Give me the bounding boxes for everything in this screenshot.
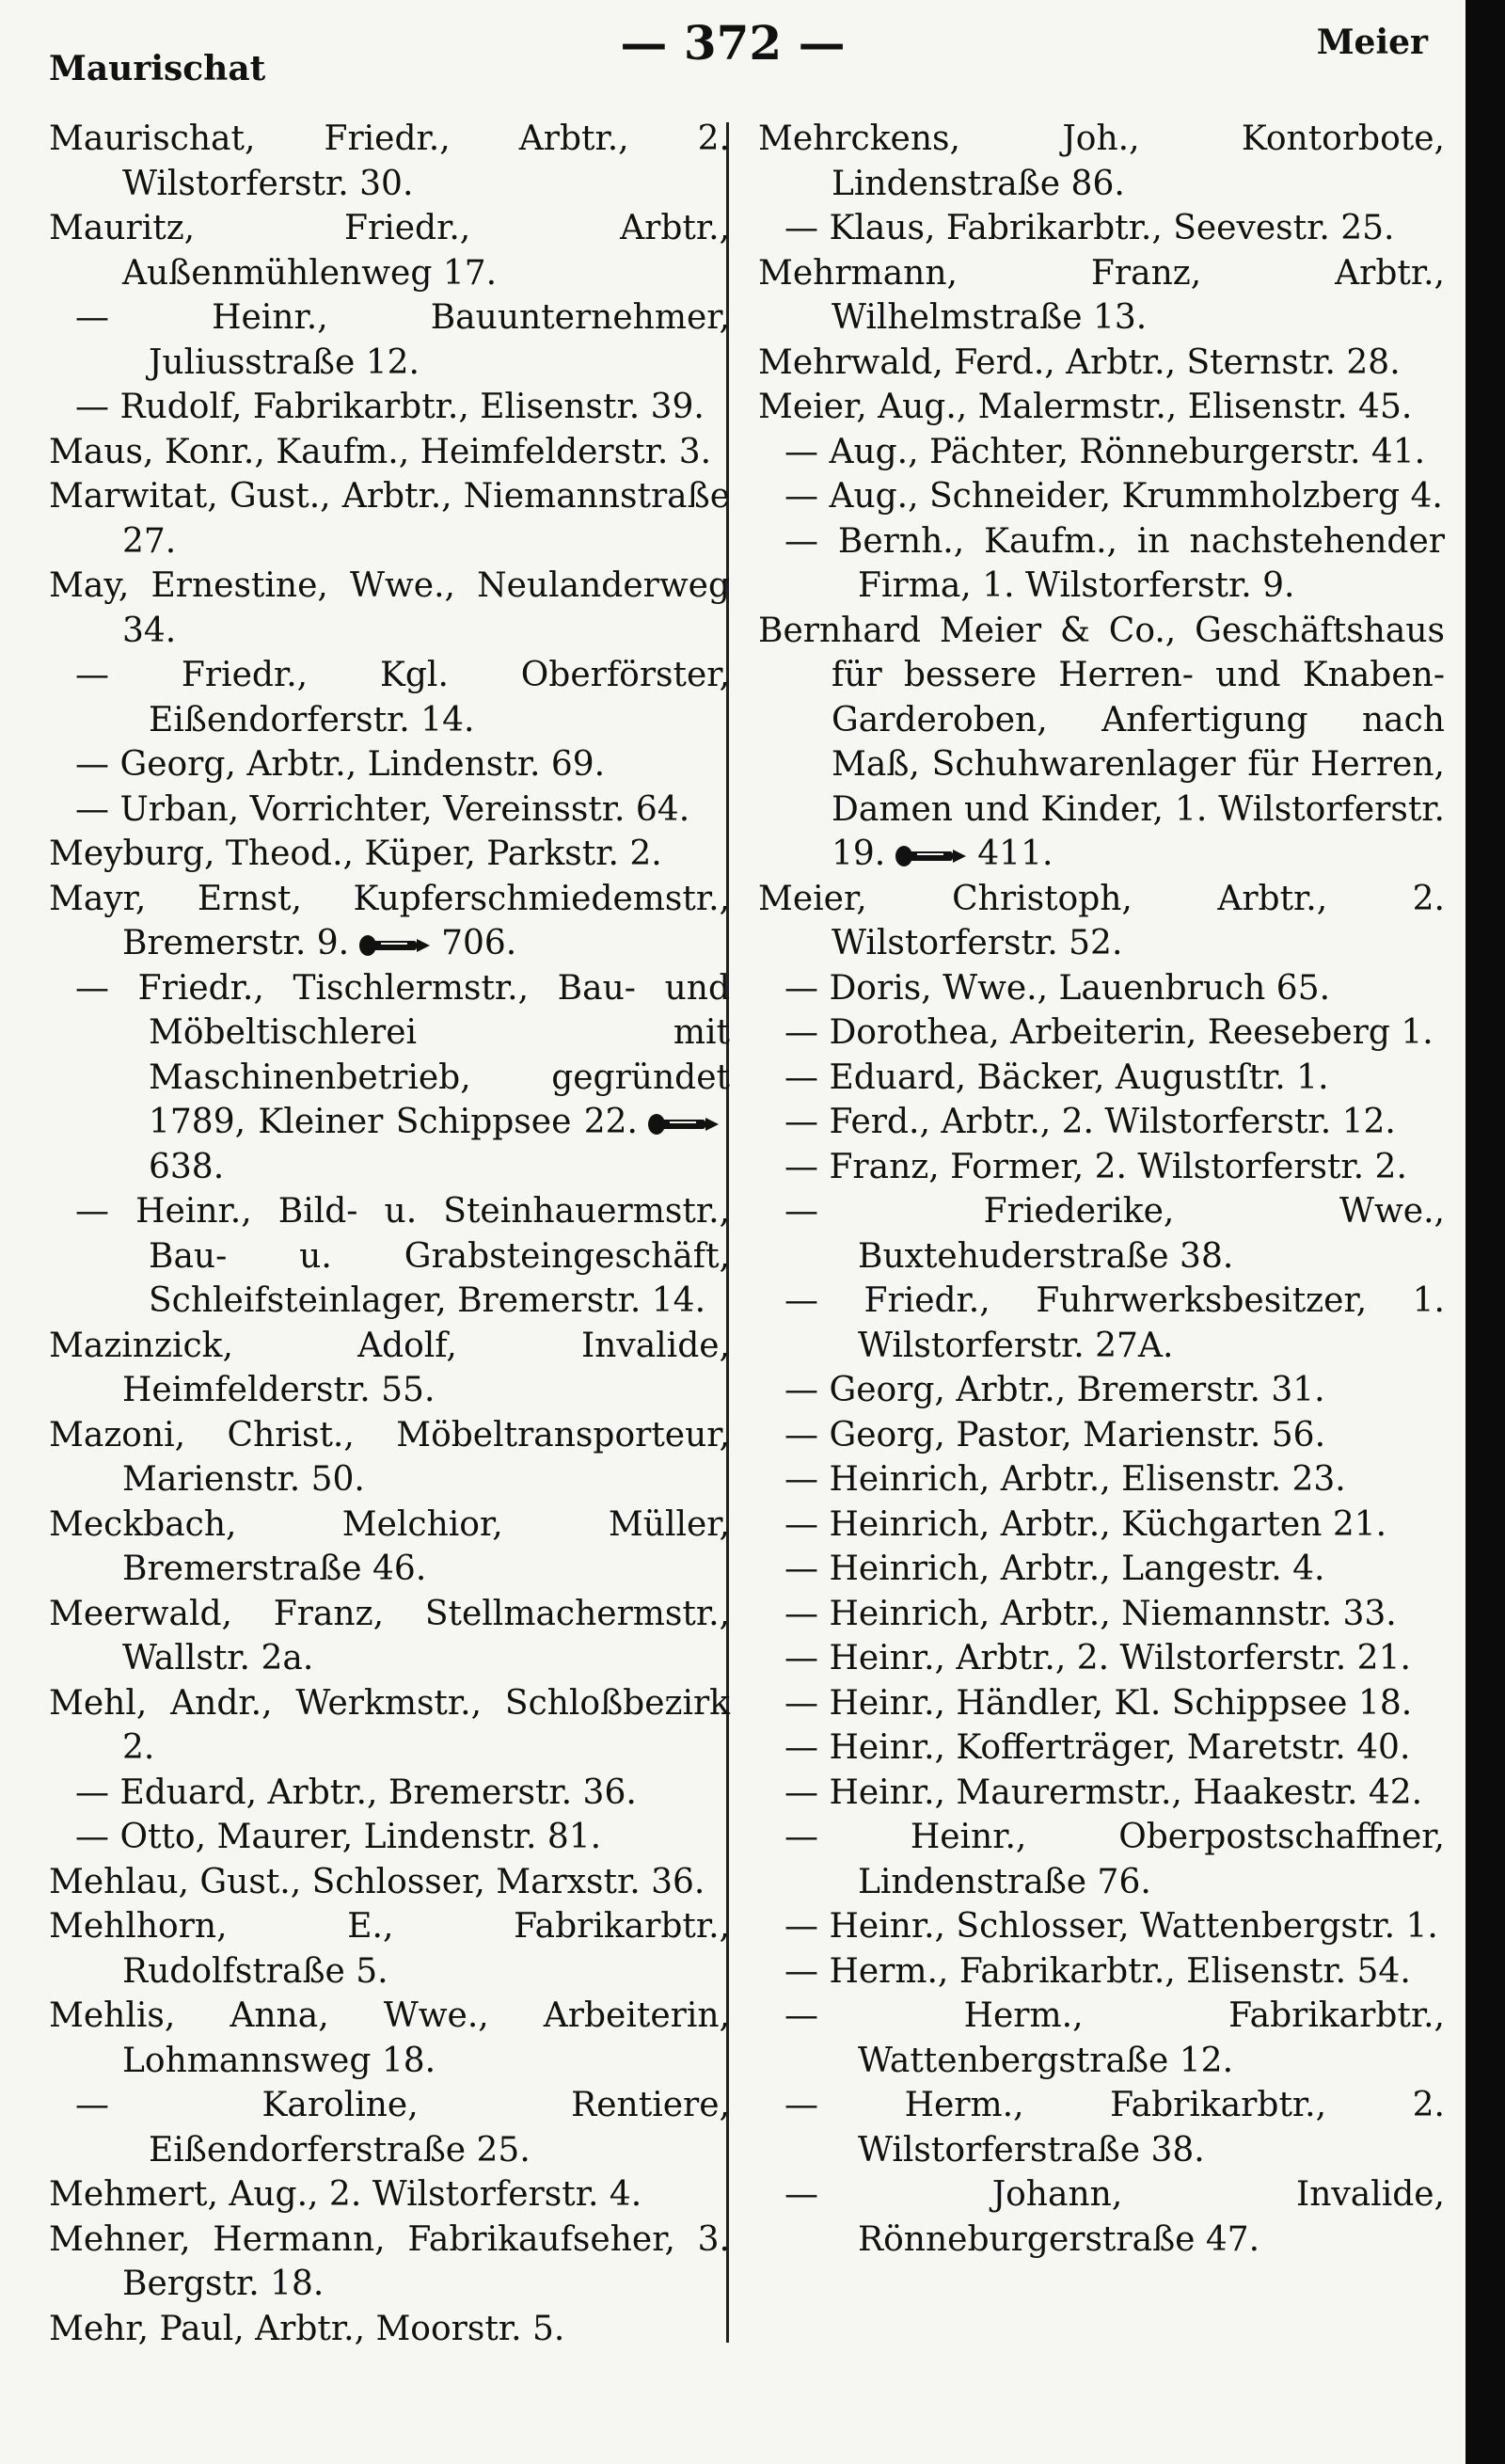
directory-entry <box>758 519 1445 609</box>
directory-entry <box>758 1904 1445 1949</box>
entry-text: Mehr, Paul, Arbtr., Moorstr. 5. <box>49 2309 565 2348</box>
directory-entry <box>758 1056 1445 1101</box>
entry-text: — Georg, Arbtr., Lindenstr. 69. <box>75 745 606 784</box>
phone-number: 706. <box>441 924 517 962</box>
directory-entry <box>49 2307 730 2352</box>
entry-text: — Heinr., Händler, Kl. Schippsee 18. <box>784 1683 1413 1723</box>
entry-text: Mehlau, Gust., Schlosser, Marxstr. 36. <box>49 1862 705 1901</box>
directory-entry <box>758 117 1445 206</box>
directory-entry <box>758 1413 1445 1458</box>
entry-text: — Heinr., Arbtr., 2. Wilstorferstr. 21. <box>784 1639 1411 1677</box>
directory-entry <box>758 251 1445 341</box>
page-header <box>0 0 1465 118</box>
running-head-right: Meier <box>1316 23 1428 62</box>
entry-text: — Heinrich, Arbtr., Niemannstr. 33. <box>784 1594 1397 1633</box>
directory-entry <box>758 1592 1445 1637</box>
directory-entry <box>758 1010 1445 1056</box>
directory-entry <box>49 1994 730 2083</box>
directory-entry <box>49 117 730 206</box>
directory-entry <box>758 1547 1445 1592</box>
right-column <box>758 117 1445 2262</box>
directory-entry <box>49 1592 730 1681</box>
telephone-icon <box>647 1112 721 1137</box>
entry-text: — Heinr., Oberpostschaffner, Lindenstraße 76. <box>784 1818 1445 1901</box>
entry-text: Mehmert, Aug., 2. Wilstorferstr. 4. <box>49 2175 642 2214</box>
entry-text: Mehner, Hermann, Fabrikaufseher, 3. Bergstr. 18. <box>49 2219 730 2303</box>
directory-entry <box>758 341 1445 386</box>
entry-text: Meyburg, Theod., Küper, Parkstr. 2. <box>49 835 662 873</box>
entry-text: — Herm., Fabrikarbtr., 2. Wilstorferstraße 38. <box>784 2086 1445 2170</box>
entry-text: Mehrwald, Ferd., Arbtr., Sternstr. 28. <box>758 342 1401 382</box>
directory-entry <box>49 295 730 385</box>
entry-text: — Bernh., Kaufm., in nachstehender Firma, 1. Wilstorferstr. 9. <box>784 521 1445 605</box>
directory-entry <box>49 1860 730 1905</box>
entry-text: — Karoline, Rentiere, Eißendorferstraße 25. <box>75 2086 730 2170</box>
directory-entry <box>49 787 730 833</box>
entry-text: — Doris, Wwe., Lauenbruch 65. <box>784 968 1331 1008</box>
directory-entry <box>49 564 730 653</box>
directory-entry <box>49 1189 730 1324</box>
entry-text: — Herm., Fabrikarbtr., Elisenstr. 54. <box>784 1951 1411 1991</box>
entry-text: — Heinr., Kofferträger, Maretstr. 40. <box>784 1728 1411 1767</box>
directory-entry <box>758 1189 1445 1279</box>
directory-entry <box>758 1994 1445 2083</box>
directory-entry <box>49 1413 730 1502</box>
directory-entry <box>758 206 1445 251</box>
entry-text: Mehrckens, Joh., Kontorbote, Lindenstraße 86. <box>758 119 1445 203</box>
directory-entry <box>758 1100 1445 1145</box>
directory-entry <box>49 474 730 564</box>
entry-text: Mayr, Ernst, Kupferschmiedemstr., Bremerstr. 9. <box>49 879 730 962</box>
entry-text: Mauritz, Friedr., Arbtr., Außenmühlenweg 17. <box>49 209 730 293</box>
directory-entry <box>49 1324 730 1413</box>
entry-text: — Friederike, Wwe., Buxtehuderstraße 38. <box>784 1192 1445 1276</box>
entry-text: — Friedr., Fuhrwerksbesitzer, 1. Wilstorferstr. 27A. <box>784 1281 1445 1365</box>
directory-entry <box>758 385 1445 430</box>
left-column <box>49 117 730 2351</box>
entry-text: Mehl, Andr., Werkmstr., Schloßbezirk 2. <box>49 1683 730 1767</box>
entry-text: — Heinr., Maurermstr., Haakestr. 42. <box>784 1772 1423 1812</box>
entry-text: Maus, Konr., Kaufm., Heimfelderstr. 3. <box>49 432 712 471</box>
entry-text: — Heinr., Bauunternehmer, Juliusstraße 12. <box>75 298 730 382</box>
entry-text: — Aug., Pächter, Rönneburgerstr. 41. <box>784 432 1426 471</box>
entry-text: — Klaus, Fabrikarbtr., Seevestr. 25. <box>784 209 1395 247</box>
entry-text: — Rudolf, Fabrikarbtr., Elisenstr. 39. <box>75 388 705 426</box>
directory-entry <box>49 653 730 742</box>
directory-entry <box>49 1904 730 1994</box>
entry-text: — Heinr., Bild- u. Steinhauermstr., Bau- u. Grabsteingeschäft, Schleifsteinlager, Bremerstr. 14. <box>75 1192 730 1320</box>
directory-entry <box>758 1949 1445 1995</box>
entry-text: — Aug., Schneider, Krummholzberg 4. <box>784 477 1443 516</box>
entry-text: — Heinr., Schlosser, Wattenbergstr. 1. <box>784 1907 1438 1946</box>
directory-entry <box>758 1815 1445 1904</box>
directory-entry <box>49 1502 730 1592</box>
entry-text: — Georg, Arbtr., Bremerstr. 31. <box>784 1371 1325 1409</box>
entry-text: Mazinzick, Adolf, Invalide, Heimfelderstr. 55. <box>49 1326 730 1409</box>
directory-entry <box>758 2083 1445 2172</box>
directory-entry <box>758 1636 1445 1681</box>
phone-number: 638. <box>149 1147 225 1186</box>
directory-entry <box>758 1145 1445 1190</box>
phone-number: 411. <box>977 835 1054 873</box>
directory-entry <box>758 966 1445 1011</box>
directory-entry <box>758 2172 1445 2262</box>
directory-entry <box>758 1457 1445 1502</box>
entry-text: — Friedr., Tischlermstr., Bau- und Möbeltischlerei mit Maschinenbetrieb, gegründet 1789, Kleiner Schippsee 22. <box>75 968 730 1141</box>
entry-text: — Ferd., Arbtr., 2. Wilstorferstr. 12. <box>784 1103 1396 1141</box>
directory-entry <box>49 1815 730 1860</box>
directory-entry <box>758 877 1445 966</box>
entry-text: Meerwald, Franz, Stellmachermstr., Wallstr. 2a. <box>49 1594 730 1677</box>
entry-text: Marwitat, Gust., Arbtr., Niemannstraße 27. <box>49 477 730 561</box>
directory-entry <box>49 877 730 966</box>
entry-text: — Eduard, Bäcker, Augustſtr. 1. <box>784 1057 1329 1097</box>
directory-entry <box>49 385 730 430</box>
entry-text: Maurischat, Friedr., Arbtr., 2. Wilstorferstr. 30. <box>49 119 730 203</box>
entry-text: Bernhard Meier & Co., Geschäftshaus für bessere Herren- und Knaben-Garderoben, Anfertigung nach Maß, Schuhwarenlager für Herren, Damen und Kinder, 1. Wilstorferstr. 19. <box>758 611 1445 873</box>
entry-text: Meier, Christoph, Arbtr., 2. Wilstorferstr. 52. <box>758 879 1445 962</box>
directory-entry <box>49 1681 730 1771</box>
entry-text: — Herm., Fabrikarbtr., Wattenbergstraße 12. <box>784 1996 1445 2080</box>
entry-text: — Friedr., Kgl. Oberförster, Eißendorferstr. 14. <box>75 656 730 739</box>
entry-text: — Johann, Invalide, Rönneburgerstraße 47. <box>784 2175 1445 2259</box>
directory-entry <box>758 1502 1445 1548</box>
directory-entry <box>49 206 730 295</box>
telephone-icon <box>895 844 968 868</box>
directory-entry <box>758 1725 1445 1771</box>
directory-entry <box>49 2083 730 2172</box>
directory-entry <box>49 1771 730 1816</box>
entry-text: — Heinrich, Arbtr., Elisenstr. 23. <box>784 1460 1346 1499</box>
directory-firm-entry <box>758 609 1445 877</box>
running-head-left: Maurischat <box>49 49 266 88</box>
directory-entry <box>758 430 1445 475</box>
directory-entry <box>49 2172 730 2218</box>
directory-entry <box>49 742 730 787</box>
entry-text: May, Ernestine, Wwe., Neulanderweg 34. <box>49 566 730 650</box>
entry-text: — Urban, Vorrichter, Vereinsstr. 64. <box>75 789 690 829</box>
directory-entry <box>758 1681 1445 1726</box>
entry-text: Meier, Aug., Malermstr., Elisenstr. 45. <box>758 388 1413 426</box>
entry-text: Mehlis, Anna, Wwe., Arbeiterin, Lohmannsweg 18. <box>49 1996 730 2080</box>
directory-entry <box>49 832 730 877</box>
entry-text: — Otto, Maurer, Lindenstr. 81. <box>75 1818 602 1856</box>
telephone-icon <box>358 933 432 958</box>
directory-entry <box>758 474 1445 519</box>
directory-entry <box>49 430 730 475</box>
entry-text: — Georg, Pastor, Marienstr. 56. <box>784 1415 1326 1455</box>
entry-text: Mehlhorn, E., Fabrikarbtr., Rudolfstraße 5. <box>49 1907 730 1991</box>
directory-entry <box>758 1279 1445 1368</box>
directory-entry <box>49 966 730 1190</box>
entry-text: — Heinrich, Arbtr., Küchgarten 21. <box>784 1504 1387 1544</box>
directory-entry <box>758 1771 1445 1816</box>
entry-text: Mazoni, Christ., Möbeltransporteur, Marienstr. 50. <box>49 1415 730 1499</box>
directory-entry <box>758 1368 1445 1413</box>
entry-text: — Franz, Former, 2. Wilstorferstr. 2. <box>784 1147 1407 1186</box>
entry-text: Mehrmann, Franz, Arbtr., Wilhelmstraße 13. <box>758 253 1445 337</box>
entry-text: — Dorothea, Arbeiterin, Reeseberg 1. <box>784 1013 1434 1052</box>
entry-text: — Heinrich, Arbtr., Langestr. 4. <box>784 1550 1325 1588</box>
entry-text: — Eduard, Arbtr., Bremerstr. 36. <box>75 1772 637 1812</box>
directory-entry <box>49 2218 730 2307</box>
entry-text: Meckbach, Melchior, Müller, Bremerstraße 46. <box>49 1504 730 1588</box>
page-number: — 372 — <box>620 15 846 71</box>
